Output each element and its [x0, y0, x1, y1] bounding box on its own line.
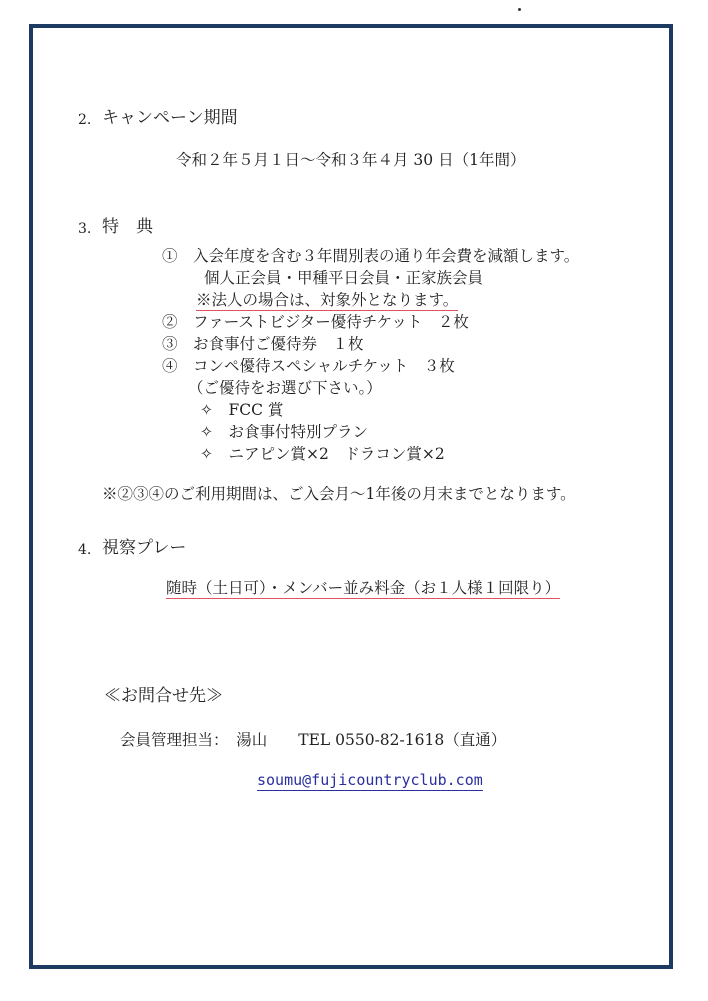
section-4-number: 4.	[78, 542, 92, 558]
benefit-item-3: ③ お食事付ご優待券 １枚	[162, 335, 364, 353]
option-meal-plan: ✧ お食事付特別プラン	[200, 423, 368, 441]
contact-person-tel: 会員管理担当： 湯山 TEL 0550-82-1618（直通）	[120, 731, 507, 749]
usage-period-footnote: ※②③④のご利用期間は、ご入会月～1年後の月末までとなります。	[102, 485, 576, 503]
email-link[interactable]: soumu@fujicountryclub.com	[257, 771, 483, 789]
scan-dot	[518, 8, 521, 11]
section-2-title: キャンペーン期間	[102, 108, 238, 128]
section-3-number: 3.	[78, 221, 92, 237]
corporate-note-underlined: ※法人の場合は、対象外となります。	[196, 291, 459, 309]
benefit-item-1-eligible: 個人正会員・甲種平日会員・正家族会員	[204, 269, 484, 287]
section-2-number: 2.	[78, 112, 92, 128]
section-3-title: 特 典	[102, 217, 153, 237]
benefit-item-4: ④ コンペ優待スペシャルチケット ３枚	[162, 357, 455, 375]
benefit-item-4-note: （ご優待をお選び下さい。）	[188, 379, 382, 397]
benefit-item-2: ② ファーストビジター優待チケット ２枚	[162, 313, 469, 331]
section-4-title: 視察プレー	[102, 538, 187, 558]
option-fcc-prize: ✧ FCC 賞	[200, 401, 284, 419]
inspection-play-underlined: 随時（土日可）・メンバー並み料金（お１人様１回限り）	[166, 579, 561, 597]
contact-email[interactable]	[257, 770, 483, 790]
benefit-item-1-note	[196, 290, 458, 310]
contact-heading: ≪お問合せ先≫	[104, 686, 223, 706]
benefit-item-1: ① 入会年度を含む３年間別表の通り年会費を減額します。	[162, 247, 580, 265]
inspection-play-terms	[166, 578, 560, 598]
option-nearpin-drakon: ✧ ニアピン賞×2 ドラコン賞×2	[200, 445, 445, 463]
campaign-period: 令和２年５月１日～令和３年４月 30 日（1年間）	[176, 151, 526, 169]
